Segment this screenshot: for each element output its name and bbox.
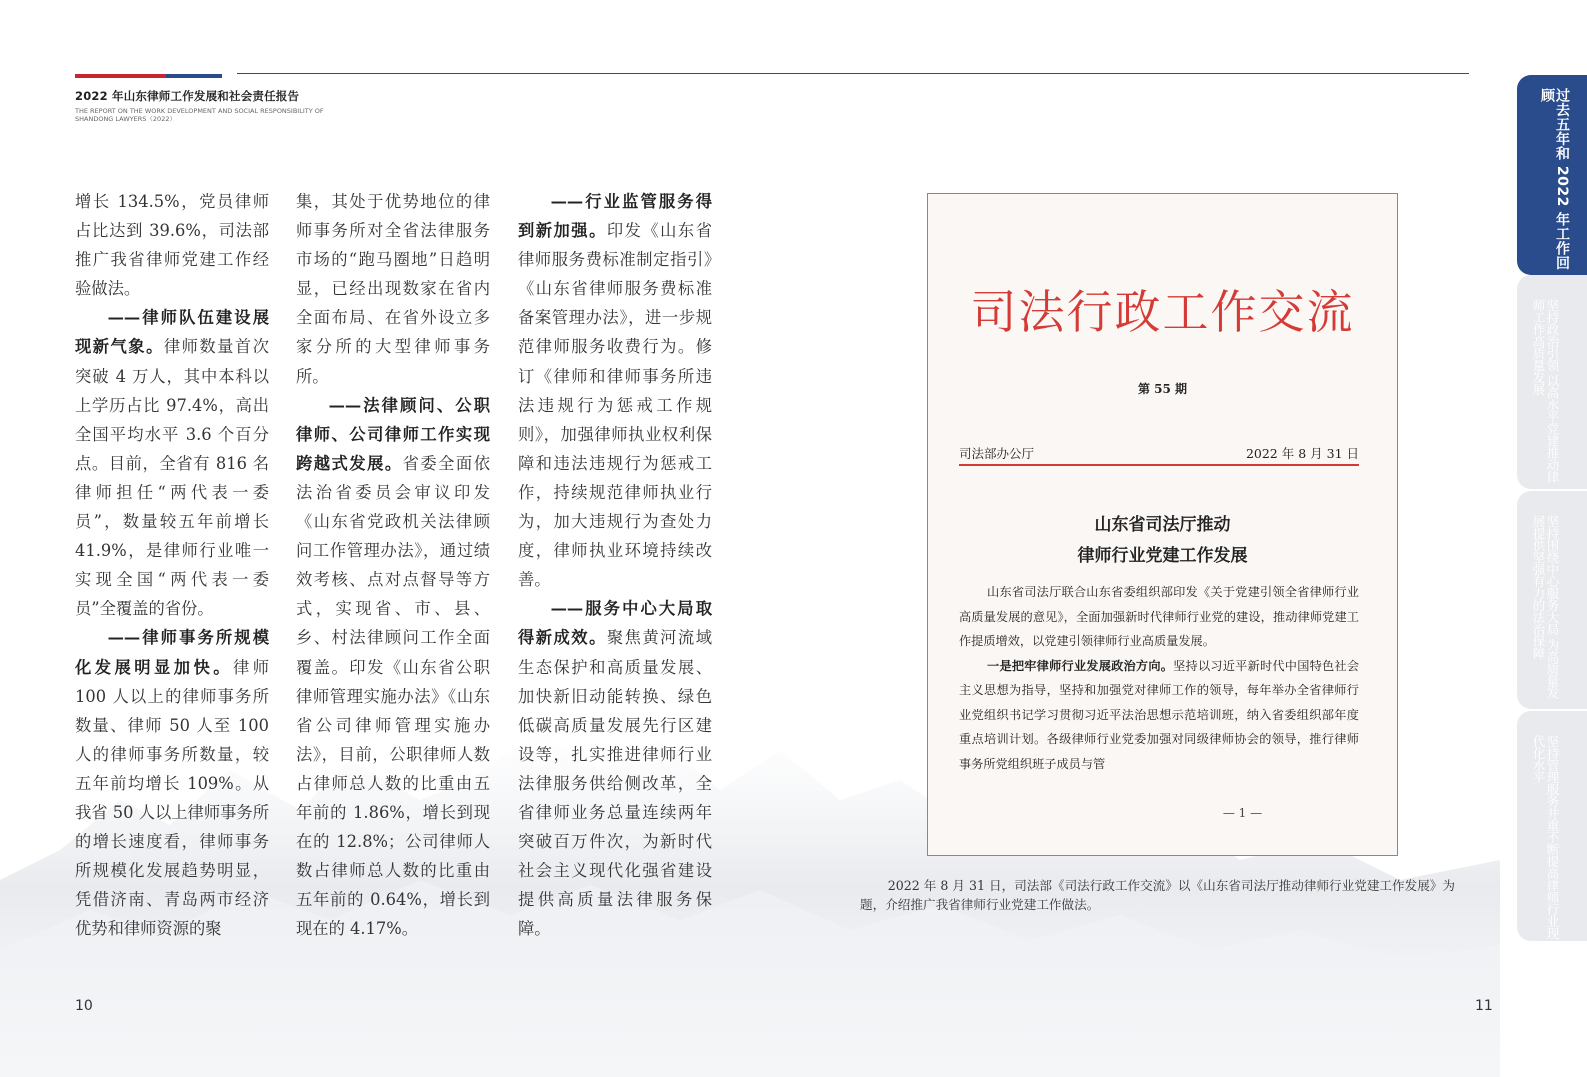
paragraph (75, 623, 269, 943)
document-page-number: — 1 — (1222, 806, 1263, 820)
side-tab-management-service[interactable] (1517, 711, 1587, 941)
document-image (927, 193, 1398, 856)
paragraph (518, 594, 712, 943)
side-tab-label: 坚持政治引领 以高水平党建推动律师工作高质量发展 (1531, 299, 1560, 483)
figure-caption: 2022 年 8 月 31 日，司法部《司法行政工作交流》以《山东省司法厅推动律师行业党建工作发展》为题，介绍推广我省律师行业党建工作做法。 (860, 878, 1455, 912)
paragraph: 增长 134.5%，党员律师占比达到 39.6%，司法部推广我省律师党建工作经验做法。 (75, 192, 269, 299)
document-body (959, 580, 1359, 776)
header-blue-bar (166, 74, 222, 78)
paragraph: 集，其处于优势地位的律师事务所对全省法律服务市场的“跑马圈地”日趋明显，已经出现数家在省内全面布局、在省外设立多家分所的大型律师事务所。 (296, 192, 490, 386)
section-heading: ——服务中心大局取得新成效。 (518, 599, 712, 648)
section-heading: ——律师队伍建设展现新气象。 (75, 308, 269, 357)
document-headline (928, 510, 1397, 572)
document-title: 司法行政工作交流 (970, 285, 1355, 339)
text-column-1 (75, 187, 269, 943)
page-number-right: 11 (1475, 998, 1493, 1014)
document-department: 司法部办公厅 (959, 446, 1035, 461)
section-heading: ——行业监管服务得到新加强。 (518, 192, 712, 241)
paragraph (296, 391, 490, 944)
text-column-3 (518, 187, 712, 943)
paragraph (75, 303, 269, 623)
document-paragraph: 山东省司法厅联合山东省委组织部印发《关于党建引领全省律师行业高质量发展的意见》，全面加强新时代律师行业党的建设，推动律师党建工作提质增效，以党建引领律师行业高质量发展。 (959, 585, 1359, 648)
paragraph-text: 印发《山东省律师服务费标准制定指引》《山东省律师服务费标准备案管理办法》，进一步规范律师服务收费行为。修订《律师和律师事务所违法违规行为惩戒工作规则》，加强律师执业权利保障和违法违规行为惩戒工作，持续规范律师执业行为，加大违规行为查处力度，律师执业环境持续改善。 (518, 221, 712, 590)
header-red-bar (75, 74, 166, 78)
document-bold-lead: 一是把牢律师行业发展政治方向。 (987, 658, 1174, 673)
paragraph-text: 律师 100 人以上的律师事务所数量、律师 50 人至 100 人的律师事务所数量，较五年前均增长 109%。从我省 50 人以上律师事务所的增长速度看，律师事务所规模化发展趋势明显，凭借济南、青岛两市经济优势和律师资源的聚 (75, 657, 269, 939)
side-tab-serve-center[interactable] (1517, 491, 1587, 709)
paragraph (518, 187, 712, 594)
document-red-rule (959, 464, 1359, 466)
document-headline-line2: 律师行业党建工作发展 (1077, 546, 1248, 566)
page-number-left: 10 (75, 998, 93, 1014)
side-tab-label: 过去五年和 2022 年工作回顾 (1539, 88, 1570, 271)
section-heading: ——法律顾问、公职律师、公司律师工作实现跨越式发展。 (296, 395, 490, 473)
side-tab-review[interactable] (1517, 75, 1587, 275)
section-heading: ——律师事务所规模化发展明显加快。 (75, 628, 269, 677)
document-issue: 第 55 期 (1137, 382, 1188, 396)
report-title: 2022 年山东律师工作发展和社会责任报告 (75, 89, 300, 103)
side-tab-political-leadership[interactable] (1517, 275, 1587, 489)
side-tab-label: 坚持管理服务并重不断提高律师行业现代化水平 (1531, 735, 1560, 939)
report-subtitle: THE REPORT ON THE WORK DEVELOPMENT AND SOCIAL RESPONSIBILITY OF SHANDONG LAWYERS（2022） (75, 107, 324, 123)
paragraph-text: 律师数量首次突破 4 万人，其中本科以上学历占比 97.4%，高出全国平均水平 3.6 个百分点。目前，全省有 816 名律师担任“两代表一委员”，数量较五年前增长 41.9%，是律师行业唯一实现全国“两代表一委员”全覆盖的省份。 (75, 337, 269, 619)
header-divider (237, 73, 1469, 74)
text-column-2 (296, 187, 490, 943)
paragraph-text: 省委全面依法治省委员会审议印发《山东省党政机关法律顾问工作管理办法》，通过绩效考核、点对点督导等方式，实现省、市、县、乡、村法律顾问工作全面覆盖。印发《山东省公职律师管理实施办法》《山东省公司律师管理实施办法》，目前，公职律师人数占律师总人数的比重由五年前的 1.86%，增长到现在的 12.8%；公司律师人数占律师总人数的比重由五年前的 0.64%，增长到现在的 4.17%。 (296, 453, 490, 939)
document-headline-line1: 山东省司法厅推动 (1094, 515, 1231, 535)
paragraph-text: 聚焦黄河流域生态保护和高质量发展、加快新旧动能转换、绿色低碳高质量发展先行区建设等，扎实推进律师行业法律服务供给侧改革，全省律师业务总量连续两年突破百万件次，为新时代社会主义现代化强省建设提供高质量法律服务保障。 (518, 628, 712, 939)
document-date: 2022 年 8 月 31 日 (1245, 446, 1359, 461)
document-paragraph-text: 坚持以习近平新时代中国特色社会主义思想为指导，坚持和加强党对律师工作的领导，每年举办全省律师行业党组织书记学习贯彻习近平法治思想示范培训班，纳入省委组织部年度重点培训计划。各级律师行业党委加强对同级律师协会的领导，推行律师事务所党组织班子成员与管 (959, 658, 1360, 771)
document-paragraph (959, 654, 1359, 777)
side-tab-label: 坚持围绕中心服务大局 为高质量发展提供坚强有力的法治保障 (1531, 515, 1560, 699)
